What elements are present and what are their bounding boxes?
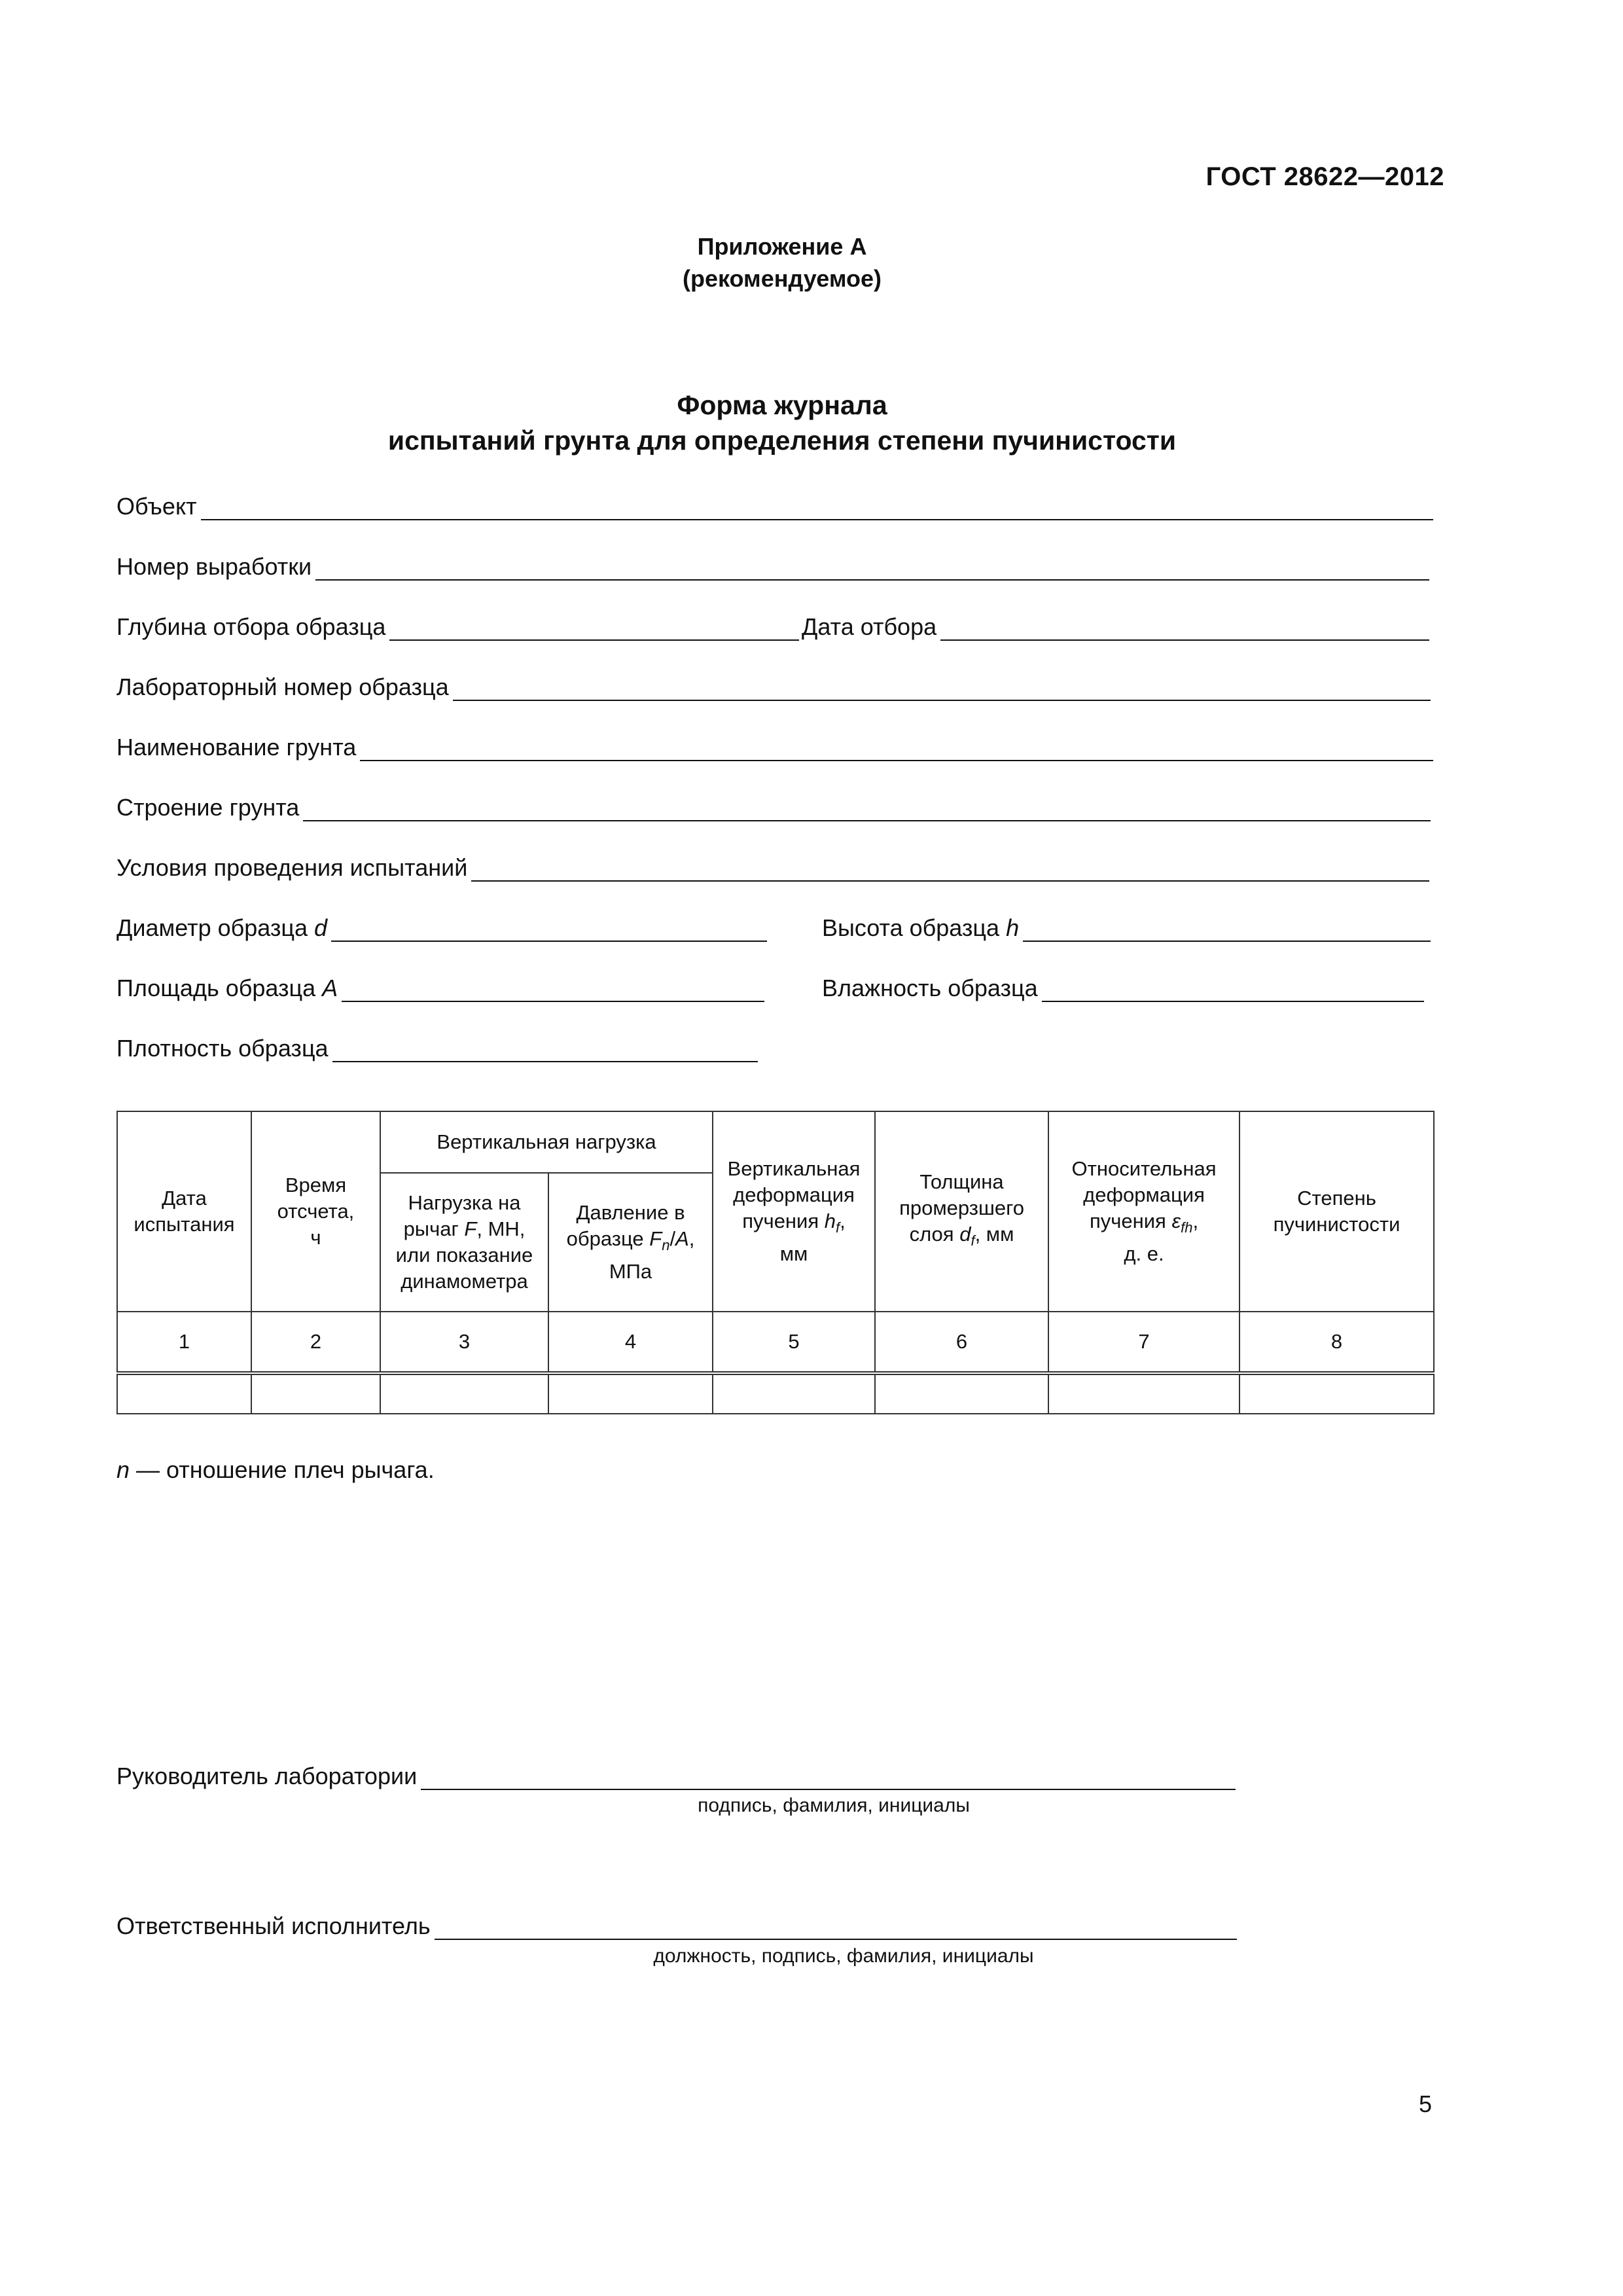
column-number: 6 — [875, 1312, 1048, 1373]
column-number-row — [117, 1312, 1434, 1373]
field-label: Дата отбора — [802, 613, 937, 640]
fill-line[interactable] — [471, 854, 1429, 882]
column-number: 8 — [1240, 1312, 1434, 1373]
signature-line[interactable] — [435, 1912, 1237, 1940]
fill-line[interactable] — [331, 914, 767, 942]
field-excavation — [116, 549, 1429, 581]
field-soil-name — [116, 730, 1433, 761]
column-number: 3 — [380, 1312, 548, 1373]
appendix-status: (рекомендуемое) — [683, 265, 882, 292]
field-label: Номер выработки — [116, 553, 312, 580]
field-label: Наименование грунта — [116, 734, 357, 761]
column-number: 2 — [251, 1312, 380, 1373]
field-label: Лабораторный номер образца — [116, 673, 449, 700]
fill-line[interactable] — [940, 613, 1429, 641]
signature-line[interactable] — [421, 1763, 1236, 1790]
fill-line[interactable] — [303, 794, 1431, 821]
field-lab-number — [116, 670, 1431, 701]
header-row — [117, 1111, 1434, 1173]
footnote: n — отношение плеч рычага. — [116, 1456, 435, 1483]
field-label: Строение грунта — [116, 794, 300, 821]
field-label: Высота образца h — [822, 914, 1020, 941]
column-number: 4 — [548, 1312, 713, 1373]
column-number: 5 — [713, 1312, 875, 1373]
data-row — [117, 1373, 1434, 1414]
field-moisture — [822, 971, 1424, 1002]
appendix-title: Приложение А — [697, 233, 867, 260]
field-label: Глубина отбора образца — [116, 613, 386, 640]
fill-line[interactable] — [332, 1035, 758, 1062]
column-number: 1 — [117, 1312, 251, 1373]
fill-line[interactable] — [389, 613, 799, 641]
standard-number: ГОСТ 28622—2012 — [1205, 162, 1444, 191]
signature-head — [116, 1759, 1236, 1790]
data-cell[interactable] — [875, 1373, 1048, 1414]
header-heave-deformation: Вертикальная деформация пучения $h_f$, мм — [713, 1111, 875, 1312]
page-number: 5 — [1418, 2090, 1432, 2117]
fill-line[interactable] — [342, 975, 764, 1002]
header-relative-deformation: Относительная деформация пучения $\varepsilon_{fh}$, д. е. — [1048, 1111, 1240, 1312]
field-diameter — [116, 910, 767, 942]
field-label: Диаметр образца d — [116, 914, 328, 941]
header-sample-pressure: Давление в образце $F_n/A$, МПа — [548, 1173, 713, 1312]
header-frozen-layer: Толщина промерзшего слоя $d_f$, мм — [875, 1111, 1048, 1312]
header-vertical-load: Вертикальная нагрузка — [380, 1111, 713, 1173]
field-soil-structure — [116, 790, 1431, 821]
data-cell[interactable] — [251, 1373, 380, 1414]
field-conditions — [116, 850, 1429, 882]
form-title: Форма журнала — [677, 390, 887, 420]
fill-line[interactable] — [453, 673, 1431, 701]
fill-line[interactable] — [1023, 914, 1431, 942]
field-label: Влажность образца — [822, 975, 1038, 1001]
field-density — [116, 1031, 758, 1062]
fill-line[interactable] — [315, 553, 1429, 581]
field-label: Площадь образца A — [116, 975, 338, 1001]
field-depth — [116, 609, 799, 641]
data-cell[interactable] — [1240, 1373, 1434, 1414]
signature-executor — [116, 1909, 1237, 1940]
field-date — [802, 609, 1429, 641]
field-label: Условия проведения испытаний — [116, 854, 468, 881]
signature-hint: подпись, фамилия, инициалы — [698, 1795, 970, 1816]
header-reading-time: Время отсчета, ч — [251, 1111, 380, 1312]
field-height — [822, 910, 1431, 942]
field-label: Объект — [116, 493, 197, 520]
field-object — [116, 489, 1433, 520]
data-cell[interactable] — [380, 1373, 548, 1414]
data-cell[interactable] — [117, 1373, 251, 1414]
form-subtitle: испытаний грунта для определения степени пучинистости — [387, 425, 1177, 456]
fill-line[interactable] — [1042, 975, 1424, 1002]
data-cell[interactable] — [548, 1373, 713, 1414]
signature-hint: должность, подпись, фамилия, инициалы — [653, 1945, 1034, 1967]
data-cell[interactable] — [1048, 1373, 1240, 1414]
signature-label: Руководитель лаборатории — [116, 1763, 418, 1789]
field-label: Плотность образца — [116, 1035, 329, 1062]
signature-label: Ответственный исполнитель — [116, 1912, 431, 1939]
fill-line[interactable] — [360, 734, 1433, 761]
fill-line[interactable] — [201, 493, 1433, 520]
header-lever-load: Нагрузка на рычаг F, МН, или показание динамометра — [380, 1173, 548, 1312]
test-log-table — [116, 1111, 1435, 1414]
header-heave-degree: Степень пучинистости — [1240, 1111, 1434, 1312]
field-area — [116, 971, 764, 1002]
column-number: 7 — [1048, 1312, 1240, 1373]
header-test-date: Дата испытания — [117, 1111, 251, 1312]
data-cell[interactable] — [713, 1373, 875, 1414]
